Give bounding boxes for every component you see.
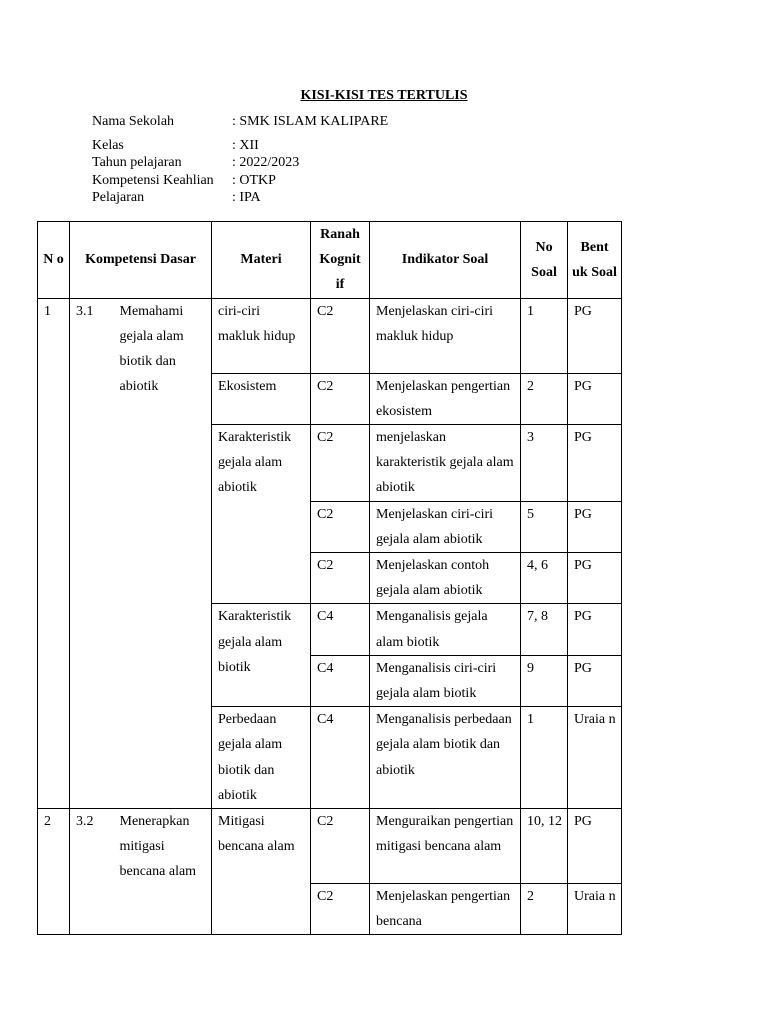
cell-no-soal: 3 — [521, 425, 568, 502]
cell-no-soal: 2 — [521, 884, 568, 935]
cell-no: 1 — [38, 298, 70, 808]
info-value: : OTKP — [232, 172, 276, 188]
cell-indikator: Menjelaskan pengertian bencana — [370, 884, 521, 935]
cell-no-soal: 1 — [521, 707, 568, 809]
cell-bentuk: Uraia n — [568, 884, 622, 935]
cell-no-soal: 9 — [521, 655, 568, 706]
cell-bentuk: PG — [568, 655, 622, 706]
cell-indikator: Menjelaskan ciri-ciri gejala alam abiotik — [370, 501, 521, 552]
cell-bentuk: PG — [568, 553, 622, 604]
info-value: : XII — [232, 137, 259, 153]
cell-ranah: C4 — [311, 655, 370, 706]
cell-materi: ciri-ciri makluk hidup — [212, 298, 311, 373]
cell-materi: Karakteristik gejala alam biotik — [212, 604, 311, 707]
table-header-row — [38, 222, 622, 299]
cell-no: 2 — [38, 809, 70, 935]
info-label: Tahun pelajaran — [92, 155, 182, 170]
cell-ranah: C4 — [311, 604, 370, 655]
header-indikator-soal: Indikator Soal — [370, 222, 521, 299]
document-title: KISI-KISI TES TERTULIS — [300, 88, 468, 103]
info-label: Nama Sekolah — [92, 114, 175, 129]
cell-no-soal: 10, 12 — [521, 809, 568, 884]
cell-kd-number: 3.1 — [70, 298, 114, 808]
cell-ranah: C2 — [311, 553, 370, 604]
cell-no-soal: 2 — [521, 373, 568, 424]
cell-ranah: C4 — [311, 707, 370, 809]
cell-indikator: Menguraikan pengertian mitigasi bencana alam — [370, 809, 521, 884]
cell-indikator: Menjelaskan contoh gejala alam abiotik — [370, 553, 521, 604]
cell-bentuk: PG — [568, 298, 622, 373]
header-materi: Materi — [212, 222, 311, 299]
cell-ranah: C2 — [311, 425, 370, 502]
cell-bentuk: PG — [568, 501, 622, 552]
cell-materi: Mitigasi bencana alam — [212, 809, 311, 935]
header-bentuk-soal: Bent uk Soal — [568, 222, 622, 299]
header-ranah-kognitif: Ranah Kognit if — [311, 222, 370, 299]
cell-indikator: Menjelaskan ciri-ciri makluk hidup — [370, 298, 521, 373]
cell-bentuk: PG — [568, 604, 622, 655]
cell-bentuk: PG — [568, 425, 622, 502]
info-value: : 2022/2023 — [232, 155, 300, 170]
cell-no-soal: 1 — [521, 298, 568, 373]
info-value: : IPA — [232, 190, 261, 205]
cell-indikator: Menganalisis perbedaan gejala alam biotik dan abiotik — [370, 707, 521, 809]
cell-indikator: Menganalisis gejala alam biotik — [370, 604, 521, 655]
cell-materi: Karakteristik gejala alam abiotik — [212, 425, 311, 604]
header-no: N o — [38, 222, 70, 299]
info-label: Pelajaran — [92, 190, 145, 205]
cell-kd-text: Menerapkan mitigasi bencana alam — [114, 809, 212, 935]
cell-no-soal: 7, 8 — [521, 604, 568, 655]
cell-ranah: C2 — [311, 373, 370, 424]
cell-ranah: C2 — [311, 501, 370, 552]
cell-bentuk: PG — [568, 373, 622, 424]
cell-kd-text: Memahami gejala alam biotik dan abiotik — [114, 298, 212, 808]
table-row — [38, 809, 622, 884]
table-row — [38, 298, 622, 373]
info-label: Kelas — [92, 137, 124, 153]
cell-bentuk: Uraia n — [568, 707, 622, 809]
cell-ranah: C2 — [311, 298, 370, 373]
cell-no-soal: 5 — [521, 501, 568, 552]
kisi-kisi-table — [37, 221, 622, 935]
cell-ranah: C2 — [311, 809, 370, 884]
info-value: : SMK ISLAM KALIPARE — [232, 114, 389, 129]
cell-indikator: Menjelaskan pengertian ekosistem — [370, 373, 521, 424]
header-kompetensi-dasar: Kompetensi Dasar — [70, 222, 212, 299]
cell-ranah: C2 — [311, 884, 370, 935]
cell-kd-number: 3.2 — [70, 809, 114, 935]
cell-no-soal: 4, 6 — [521, 553, 568, 604]
info-label: Kompetensi Keahlian — [92, 172, 214, 188]
cell-materi: Ekosistem — [212, 373, 311, 424]
header-no-soal: No Soal — [521, 222, 568, 299]
cell-materi: Perbedaan gejala alam biotik dan abiotik — [212, 707, 311, 809]
cell-indikator: Menganalisis ciri-ciri gejala alam biotik — [370, 655, 521, 706]
cell-bentuk: PG — [568, 809, 622, 884]
cell-indikator: menjelaskan karakteristik gejala alam abiotik — [370, 425, 521, 502]
